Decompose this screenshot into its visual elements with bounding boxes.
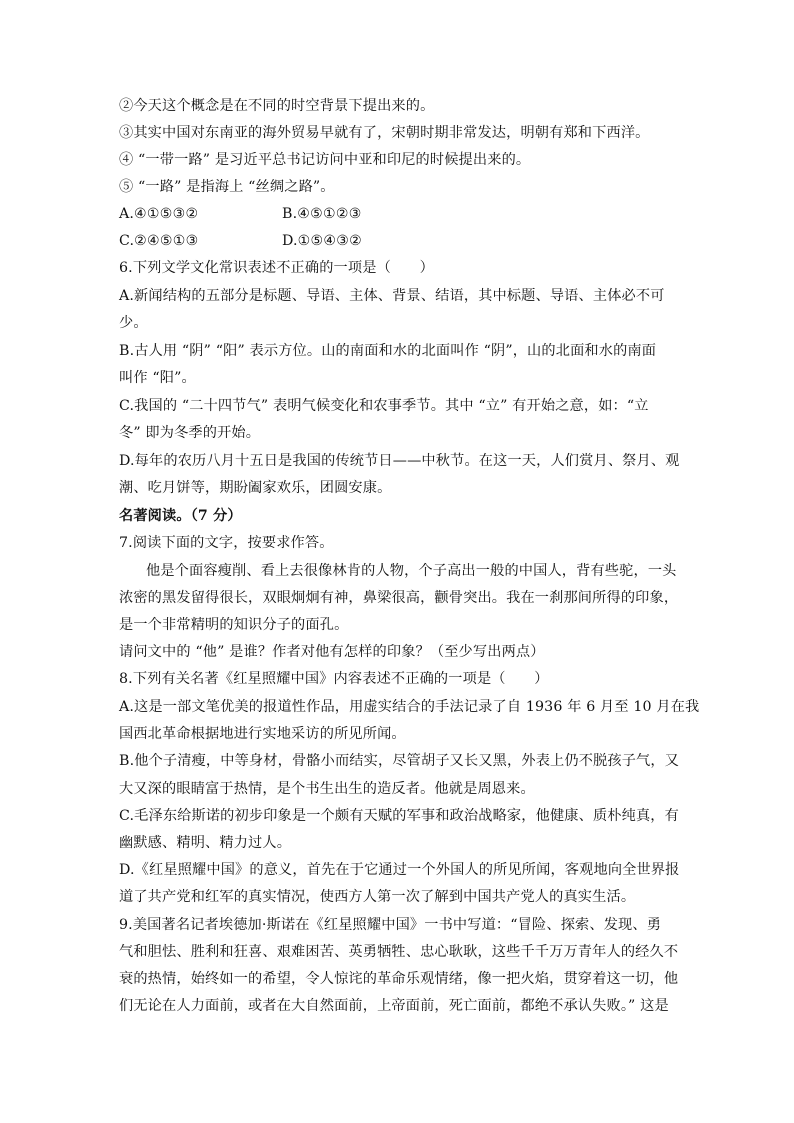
q8-line: 国西北革命根据地进行实地采访的所见所闻。 [119,726,406,742]
q9-line: 气和胆怯、胜利和狂喜、艰难困苦、英勇牺牲、忠心耿耿，这些千千万万青年人的经久不 [119,944,679,960]
q8-stem: 8.下列有关名著《红星照耀中国》内容表述不正确的一项是（ ） [119,671,549,687]
q6-line: D.每年的农历八月十五日是我国的传统节日——中秋节。在这一天，人们赏月、祭月、观 [119,453,680,469]
q7-stem: 7.阅读下面的文字，按要求作答。 [119,535,334,551]
q5-option-d: D.①⑤④③② [282,233,363,249]
q7-passage-line: 浓密的黑发留得很长，双眼炯炯有神，鼻梁很高，颧骨突出。我在一刹那间所得的印象， [119,590,679,606]
q8-line: 幽默感、精明、精力过人。 [119,835,292,851]
q9-line: 9.美国著名记者埃德加·斯诺在《红星照耀中国》一书中写道：“冒险、探索、发现、勇 [119,917,662,933]
q9-line: 们无论在人力面前，或者在大自然面前，上帝面前，死亡面前，都绝不承认失败。” 这是 [119,998,669,1014]
q6-line: C.我国的 “二十四节气” 表明气候变化和农事季节。其中 “立” 有开始之意，如：“立 [119,398,649,414]
q5-item-2: ②今天这个概念是在不同的时空背景下提出来的。 [119,98,435,114]
q5-item-4: ④ “一带一路” 是习近平总书记访问中亚和印尼的时候提出来的。 [119,152,531,168]
q9-line: 衰的热情，始终如一的希望，令人惊诧的革命乐观情绪，像一把火焰，贯穿着这一切，他 [119,971,679,987]
q8-line: C.毛泽东给斯诺的初步印象是一个颇有天赋的军事和政治战略家，他健康、质朴纯真，有 [119,808,679,824]
q8-line: 道了共产党和红军的真实情况，使西方人第一次了解到中国共产党人的真实生活。 [119,889,636,905]
q5-item-5: ⑤ “一路” 是指海上 “丝绸之路”。 [119,179,335,195]
q8-line: D.《红星照耀中国》的意义，首先在于它通过一个外国人的所见所闻，客观地向全世界报 [119,862,680,878]
q6-line: B.古人用 “阴” “阳” 表示方位。山的南面和水的北面叫作 “阴”，山的北面和水的南面 [119,343,657,359]
q6-line: 潮、吃月饼等，期盼阖家欢乐，团圆安康。 [119,480,392,496]
q5-item-3: ③其实中国对东南亚的海外贸易早就有了，宋朝时期非常发达，明朝有郑和下西洋。 [119,125,650,141]
q8-line: 大又深的眼睛富于热情，是个书生出生的造反者。他就是周恩来。 [119,781,535,797]
q6-line: 叫作 “阳”。 [119,370,196,386]
q6-line: A.新闻结构的五部分是标题、导语、主体、背景、结语，其中标题、导语、主体必不可 [119,288,665,304]
q5-option-a: A.④①⑤③② [119,206,199,222]
q8-line: B.他个子清瘦，中等身材，骨骼小而结实，尽管胡子又长又黑，外表上仍不脱孩子气，又 [119,753,680,769]
q8-line: A.这是一部文笔优美的报道性作品，用虚实结合的手法记录了自 1936 年 6 月至 10 月在我 [119,699,700,715]
q6-line: 冬” 即为冬季的开始。 [119,425,261,441]
q5-option-b: B.④⑤①②③ [282,206,362,222]
q7-passage-line: 他是个面容瘦削、看上去很像林肯的人物，个子高出一般的中国人，背有些驼，一头 [146,563,677,579]
q7-question: 请问文中的 “他” 是谁？作者对他有怎样的印象？（至少写出两点） [119,644,545,660]
q7-passage-line: 是一个非常精明的知识分子的面孔。 [119,617,349,633]
q6-stem: 6.下列文学文化常识表述不正确的一项是（ ） [119,260,434,276]
q5-option-c: C.②④⑤①③ [119,233,199,249]
section-heading: 名著阅读。（7 分） [119,508,242,524]
q6-line: 少。 [119,315,148,331]
